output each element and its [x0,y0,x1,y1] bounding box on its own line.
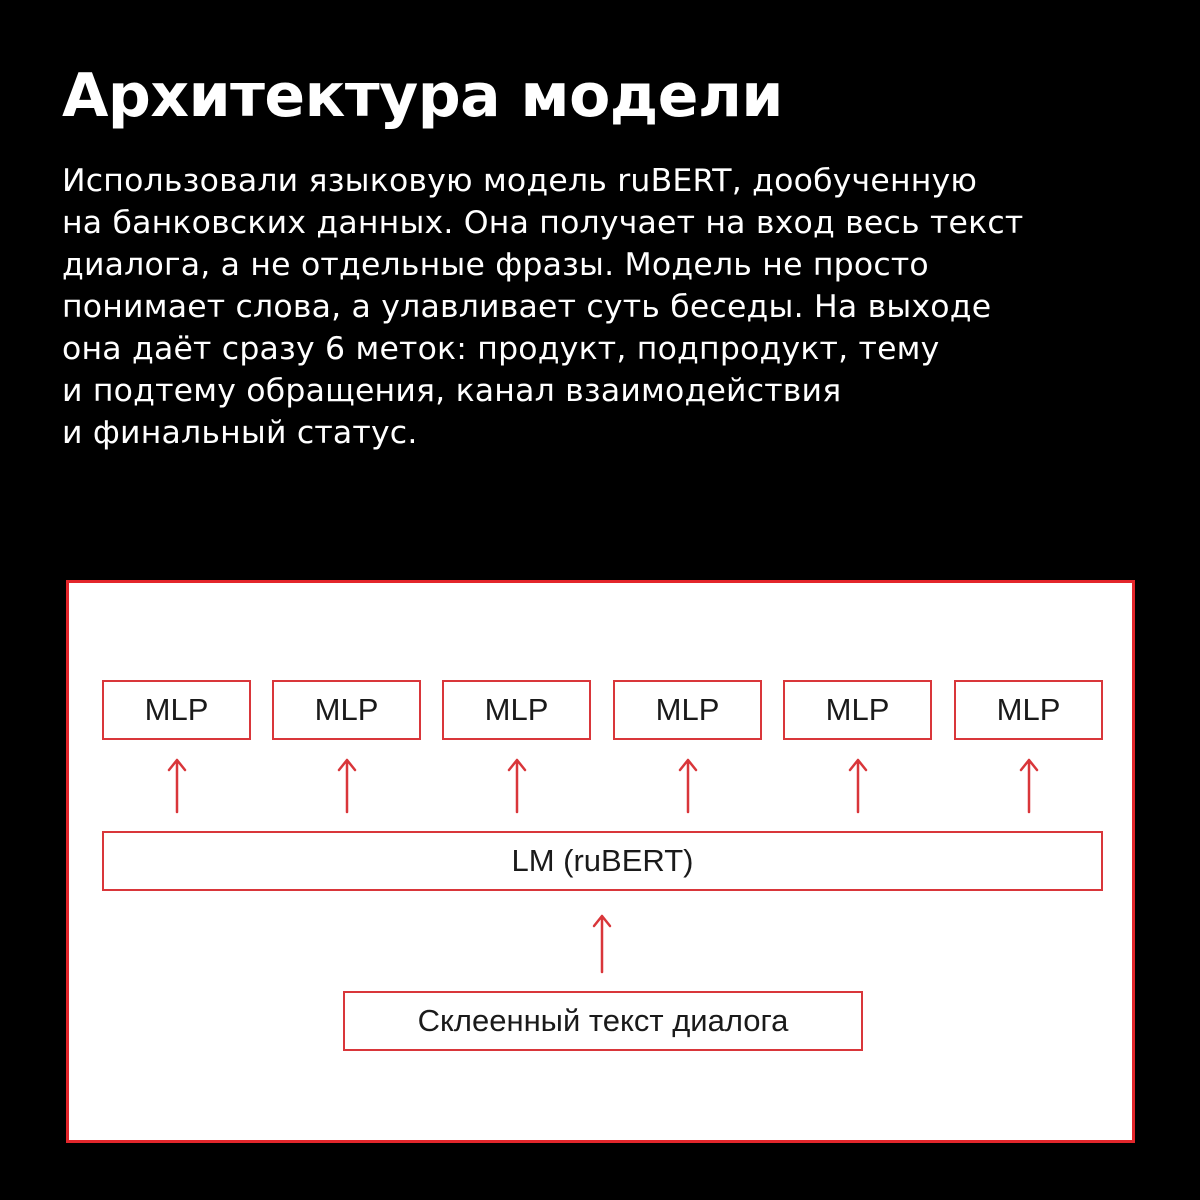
arrow-up-icon [846,757,870,813]
mlp-head-2: MLP [272,680,421,740]
mlp-head-3: MLP [442,680,591,740]
description-line: на банковских данных. Она получает на вход весь текст [62,205,1024,241]
description-line: понимает слова, а улавливает суть беседы. На выходе [62,289,992,325]
language-model-box: LM (ruBERT) [102,831,1103,891]
arrow-up-icon [1017,757,1041,813]
dialog-text-input-box: Склеенный текст диалога [343,991,863,1051]
mlp-head-6: MLP [954,680,1103,740]
arrow-up-icon [165,757,189,813]
arrow-up-icon [335,757,359,813]
mlp-head-4: MLP [613,680,762,740]
description-text [62,160,1023,454]
description-line: она даёт сразу 6 меток: продукт, подпродукт, тему [62,331,940,367]
description-line: и подтему обращения, канал взаимодействия [62,373,842,409]
description-line: и финальный статус. [62,415,418,451]
arrow-up-icon [676,757,700,813]
arrow-up-icon [505,757,529,813]
architecture-diagram [66,580,1135,1143]
mlp-head-1: MLP [102,680,251,740]
mlp-head-5: MLP [783,680,932,740]
description-line: Использовали языковую модель ruBERT, дообученную [62,163,978,199]
arrow-up-icon [590,913,614,973]
page-title: Архитектура модели [62,61,783,131]
description-line: диалога, а не отдельные фразы. Модель не просто [62,247,929,283]
